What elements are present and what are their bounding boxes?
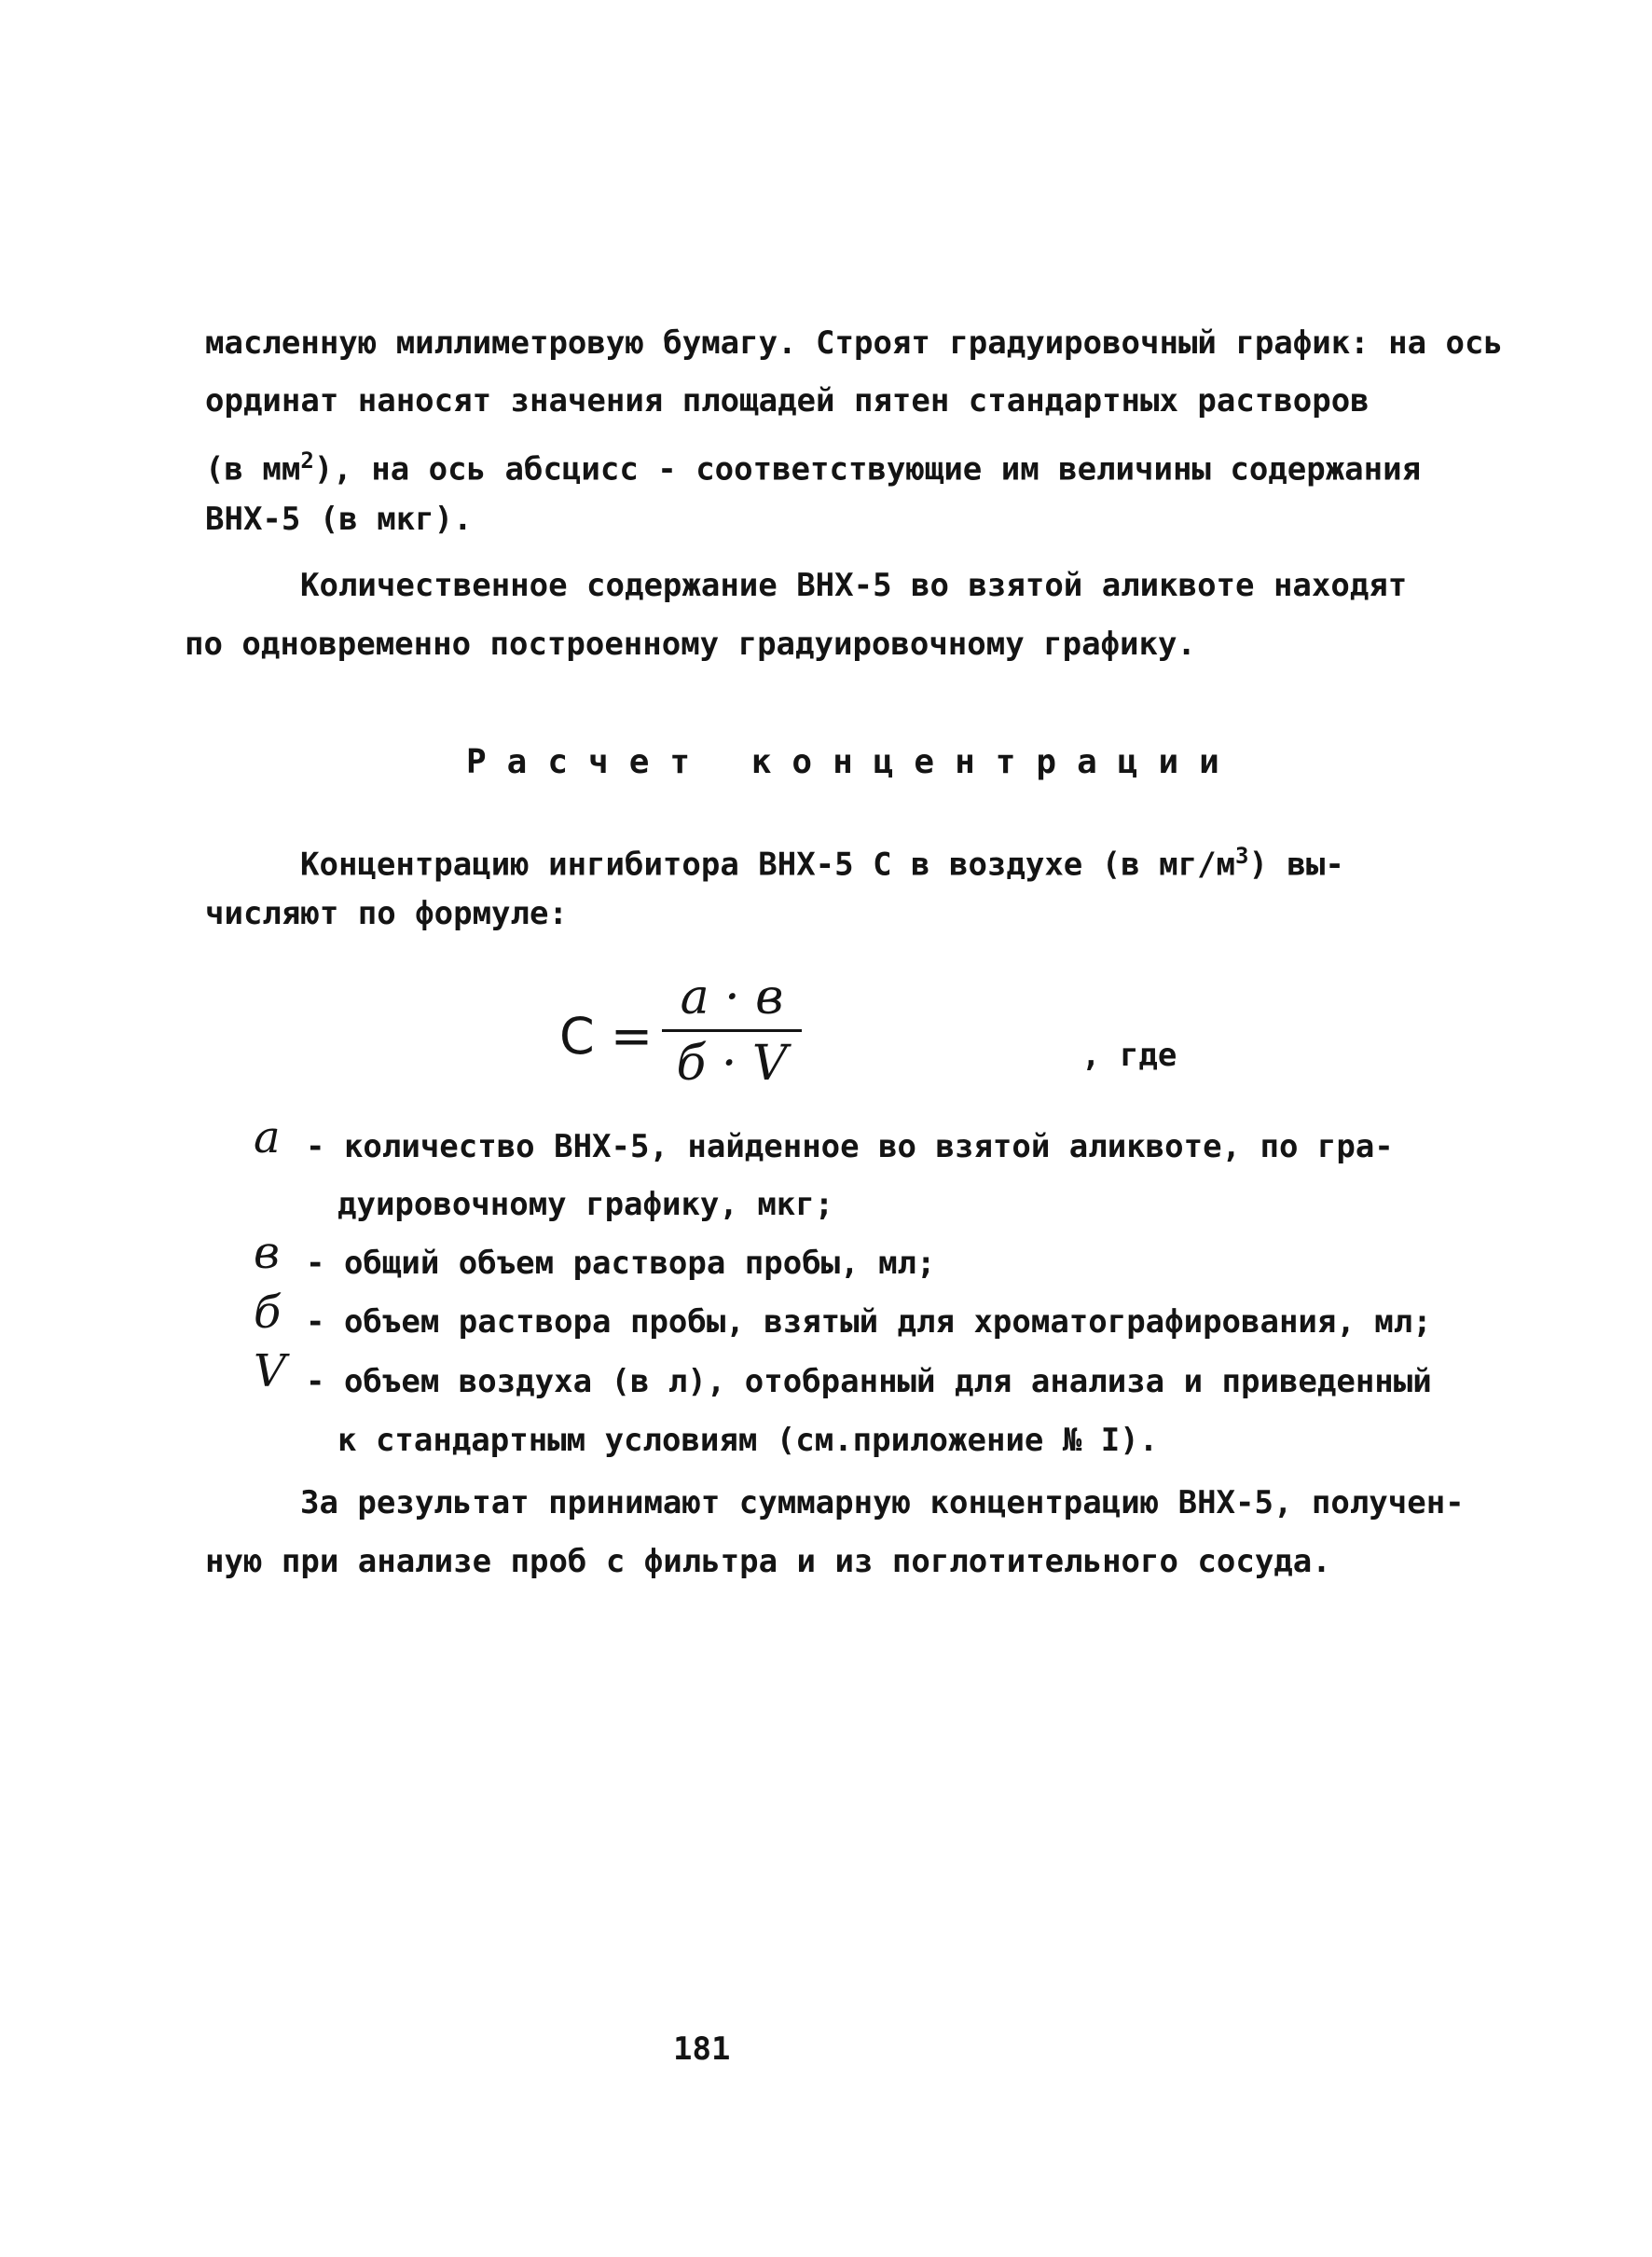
symbol-b: в bbox=[254, 1227, 280, 1279]
section-heading: Расчет концентрации bbox=[466, 743, 1240, 781]
formula-lhs: С = bbox=[559, 1007, 654, 1066]
text-line: Количественное содержание ВНХ-5 во взятой аликвоте находят bbox=[300, 567, 1408, 604]
fraction-bar bbox=[662, 1029, 802, 1032]
text-line: масленную миллиметровую бумагу. Строят градуировочный график: на ось bbox=[205, 324, 1503, 362]
superscript: 3 bbox=[1235, 843, 1249, 869]
text-line: - объем воздуха (в л), отобранный для анализа и приведенный bbox=[306, 1363, 1432, 1400]
text-line: ВНХ-5 (в мкг). bbox=[205, 501, 473, 538]
text-line: (в $мм^2$), на ось абсцисс - соответствующие им величины содержания bbox=[205, 447, 1422, 489]
text-line: ординат наносят значения площадей пятен стандартных растворов bbox=[205, 382, 1370, 420]
text-line: дуировочному графику, мкг; bbox=[337, 1186, 834, 1223]
text-line: Концентрацию ингибитора ВНХ-5 С в воздухе (в $мг/м^3$) вы- bbox=[300, 843, 1344, 884]
text-line: к стандартным условиям (см.приложение № I). bbox=[337, 1422, 1159, 1459]
formula-suffix: , где bbox=[1081, 1037, 1177, 1074]
symbol-a: a bbox=[254, 1111, 281, 1163]
text-line: - количество ВНХ-5, найденное во взятой аликвоте, по гра- bbox=[306, 1128, 1394, 1165]
text-line: по одновременно построенному градуировочному графику. bbox=[185, 626, 1196, 663]
text-line: - общий объем раствора пробы, мл; bbox=[306, 1245, 936, 1282]
symbol-v: V bbox=[254, 1345, 286, 1397]
symbol-d: б bbox=[254, 1287, 282, 1339]
text-line: За результат принимают суммарную концентрацию ВНХ-5, получен- bbox=[300, 1484, 1465, 1521]
page-number: 181 bbox=[673, 2030, 731, 2068]
formula-fraction bbox=[662, 970, 802, 1092]
text-line: числяют по формуле: bbox=[205, 895, 568, 932]
text-line: - объем раствора пробы, взятый для хроматографирования, мл; bbox=[306, 1303, 1432, 1341]
formula-numerator: a · в bbox=[680, 970, 784, 1025]
formula-denominator: б · V bbox=[676, 1036, 788, 1092]
concentration-formula bbox=[559, 970, 839, 1100]
text-line: ную при анализе проб с фильтра и из поглотительного сосуда. bbox=[205, 1543, 1331, 1580]
superscript: 2 bbox=[300, 447, 314, 474]
